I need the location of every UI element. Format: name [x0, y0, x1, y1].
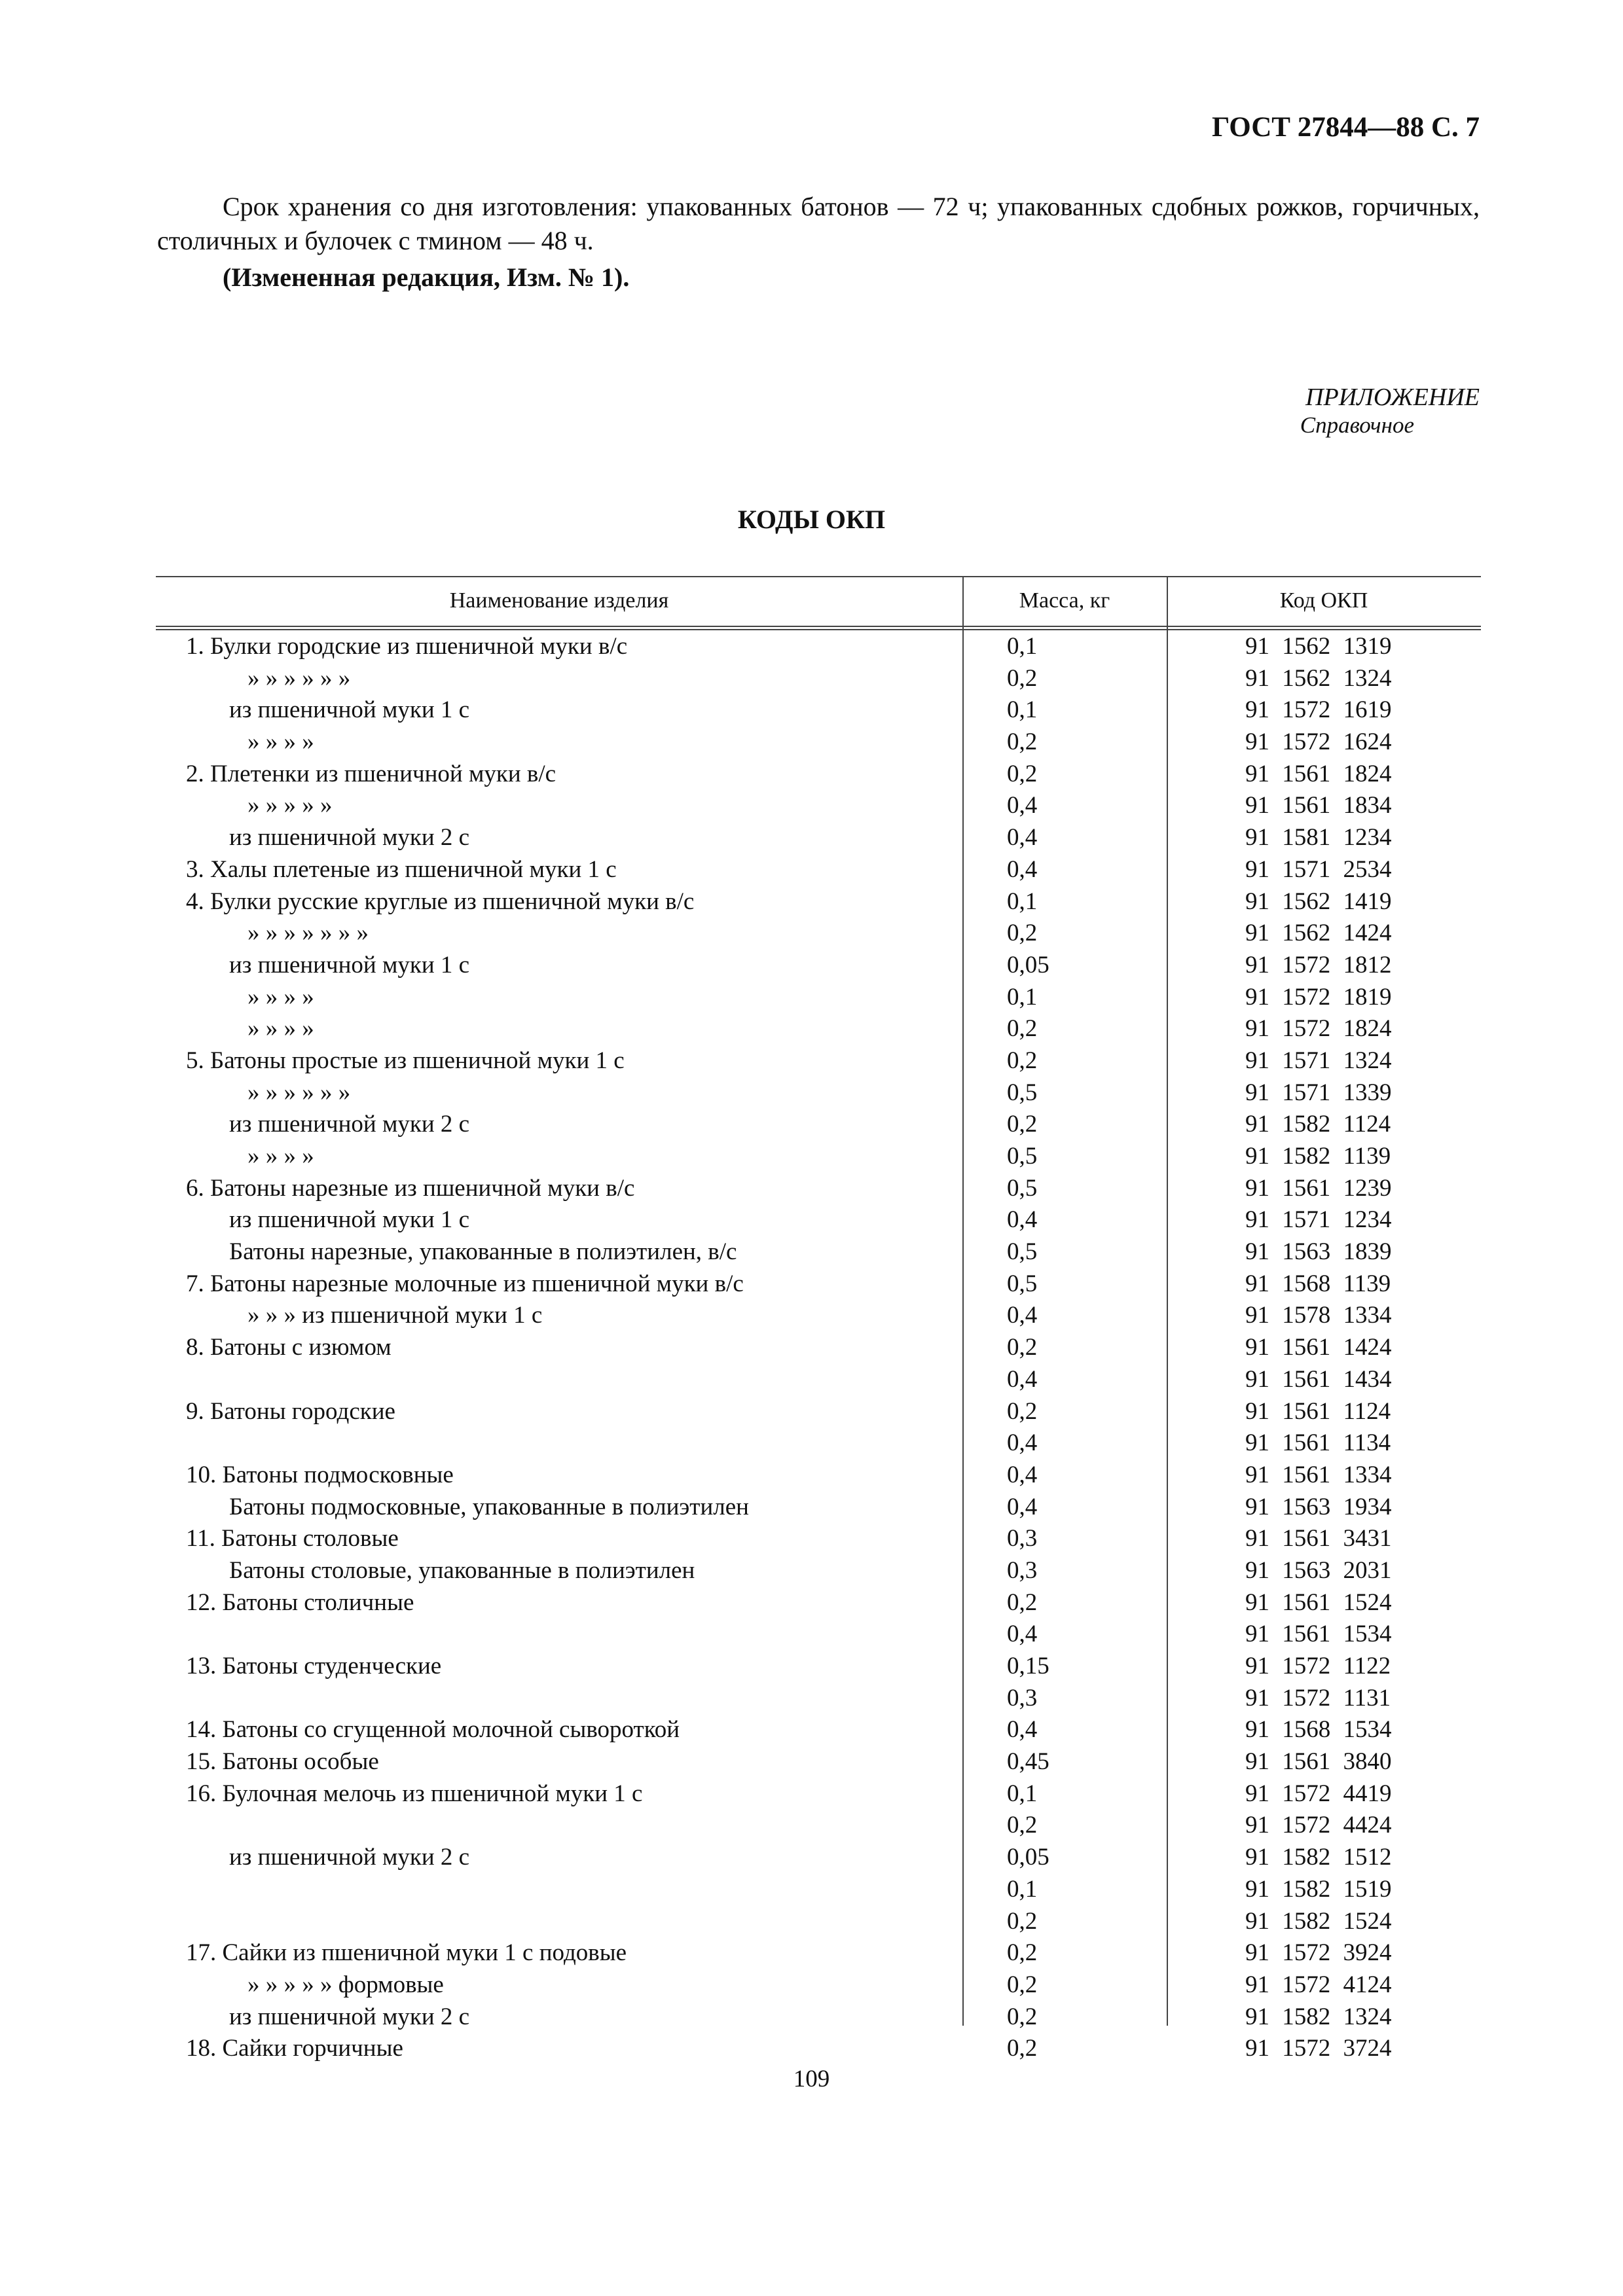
cell-mass: 0,2 — [1007, 1907, 1038, 1935]
table-row — [156, 1492, 1481, 1524]
cell-name: 2. Плетенки из пшеничной муки в/с — [186, 760, 556, 787]
cell-name: 13. Батоны студенческие — [186, 1653, 442, 1679]
table-row — [156, 1013, 1481, 1045]
cell-code: 91 1572 3924 — [1245, 1939, 1392, 1967]
cell-name: Батоны подмосковные, упакованные в полиэтилен — [229, 1493, 749, 1520]
cell-name: 10. Батоны подмосковные — [186, 1461, 454, 1488]
cell-code: 91 1561 3431 — [1245, 1525, 1392, 1552]
cell-mass: 0,3 — [1007, 1525, 1038, 1552]
table-row — [156, 1619, 1481, 1651]
cell-code: 91 1568 1534 — [1245, 1716, 1392, 1744]
cell-mass: 0,2 — [1007, 2003, 1038, 2030]
table-row — [156, 982, 1481, 1014]
cell-mass: 0,2 — [1007, 1047, 1038, 1074]
cell-name: из пшеничной муки 2 с — [229, 2003, 470, 2030]
cell-code: 91 1568 1139 — [1245, 1270, 1391, 1297]
cell-mass: 0,4 — [1007, 1493, 1038, 1520]
table-row — [156, 1842, 1481, 1874]
cell-name: » » » » — [247, 728, 314, 756]
table-row — [156, 1651, 1481, 1683]
cell-code: 91 1562 1324 — [1245, 664, 1392, 692]
cell-name: 16. Булочная мелочь из пшеничной муки 1 с — [186, 1780, 643, 1807]
table-row — [156, 1268, 1481, 1300]
table-row — [156, 1173, 1481, 1205]
cell-code: 91 1582 1124 — [1245, 1111, 1391, 1138]
cell-name: 1. Булки городские из пшеничной муки в/с — [186, 633, 628, 660]
cell-code: 91 1572 1122 — [1245, 1653, 1391, 1679]
cell-mass: 0,4 — [1007, 1302, 1038, 1329]
cell-mass: 0,2 — [1007, 2035, 1038, 2062]
cell-mass: 0,5 — [1007, 1270, 1038, 1297]
column-header-name: Наименование изделия — [449, 588, 669, 613]
cell-code: 91 1582 1519 — [1245, 1875, 1392, 1903]
cell-code: 91 1571 1339 — [1245, 1079, 1392, 1106]
cell-name: 5. Батоны простые из пшеничной муки 1 с — [186, 1047, 625, 1074]
cell-mass: 0,2 — [1007, 1334, 1038, 1361]
table-row — [156, 1396, 1481, 1428]
table-row — [156, 2033, 1481, 2065]
table-row — [156, 1204, 1481, 1236]
cell-mass: 0,4 — [1007, 1365, 1038, 1393]
cell-name: » » » » » » — [247, 664, 351, 692]
cell-name: » » » » — [247, 1143, 314, 1170]
cell-code: 91 1561 1524 — [1245, 1588, 1392, 1616]
cell-name: 14. Батоны со сгущенной молочной сывороткой — [186, 1716, 680, 1744]
cell-mass: 0,2 — [1007, 1939, 1038, 1967]
table-body — [156, 631, 1481, 2065]
column-header-code: Код ОКП — [1279, 588, 1368, 613]
cell-name: из пшеничной муки 2 с — [229, 1844, 470, 1871]
cell-mass: 0,5 — [1007, 1238, 1038, 1266]
cell-mass: 0,2 — [1007, 920, 1038, 947]
table-row — [156, 726, 1481, 759]
cell-code: 91 1572 3724 — [1245, 2035, 1392, 2062]
cell-code: 91 1563 2031 — [1245, 1556, 1392, 1584]
cell-mass: 0,4 — [1007, 824, 1038, 852]
table-row — [156, 1746, 1481, 1778]
cell-mass: 0,4 — [1007, 1621, 1038, 1648]
cell-mass: 0,1 — [1007, 633, 1038, 660]
cell-name: » » » » — [247, 983, 314, 1011]
table-row — [156, 1906, 1481, 1938]
cell-code: 91 1571 1324 — [1245, 1047, 1392, 1074]
table-row — [156, 1109, 1481, 1141]
cell-name: » » » » » формовые — [247, 1971, 444, 1998]
cell-code: 91 1561 1239 — [1245, 1174, 1392, 1202]
header-rule — [156, 626, 1481, 627]
appendix-label: ПРИЛОЖЕНИЕ — [1305, 384, 1480, 411]
cell-mass: 0,3 — [1007, 1684, 1038, 1712]
cell-name: 3. Халы плетеные из пшеничной муки 1 с — [186, 855, 617, 883]
cell-code: 91 1582 1324 — [1245, 2003, 1392, 2030]
cell-name: » » » » » — [247, 792, 333, 819]
cell-code: 91 1572 1812 — [1245, 951, 1392, 978]
table-row — [156, 822, 1481, 854]
cell-code: 91 1561 1134 — [1245, 1429, 1391, 1457]
table-row — [156, 1937, 1481, 1969]
cell-code: 91 1572 4419 — [1245, 1780, 1392, 1807]
cell-mass: 0,2 — [1007, 664, 1038, 692]
table-row — [156, 1236, 1481, 1268]
table-row — [156, 1523, 1481, 1555]
cell-mass: 0,1 — [1007, 696, 1038, 724]
table-row — [156, 1460, 1481, 1492]
cell-mass: 0,1 — [1007, 1875, 1038, 1903]
cell-mass: 0,4 — [1007, 1716, 1038, 1744]
page-header: ГОСТ 27844—88 С. 7 — [1211, 112, 1480, 143]
cell-mass: 0,2 — [1007, 1812, 1038, 1839]
cell-code: 91 1563 1839 — [1245, 1238, 1392, 1266]
cell-code: 91 1582 1512 — [1245, 1844, 1392, 1871]
cell-code: 91 1582 1139 — [1245, 1143, 1391, 1170]
cell-code: 91 1571 2534 — [1245, 855, 1392, 883]
table-row — [156, 950, 1481, 982]
cell-name: 12. Батоны столичные — [186, 1588, 414, 1616]
cell-mass: 0,3 — [1007, 1556, 1038, 1584]
cell-name: » » » » » » » — [247, 920, 369, 947]
cell-mass: 0,1 — [1007, 888, 1038, 915]
cell-mass: 0,4 — [1007, 855, 1038, 883]
cell-code: 91 1571 1234 — [1245, 1206, 1392, 1234]
table-row — [156, 1364, 1481, 1396]
okp-table — [156, 576, 1481, 2062]
header-rule-double — [156, 629, 1481, 630]
table-row — [156, 1555, 1481, 1587]
cell-name: 17. Сайки из пшеничной муки 1 с подовые — [186, 1939, 627, 1967]
cell-mass: 0,2 — [1007, 1111, 1038, 1138]
table-row — [156, 918, 1481, 950]
cell-mass: 0,2 — [1007, 1588, 1038, 1616]
cell-code: 91 1562 1424 — [1245, 920, 1392, 947]
cell-name: из пшеничной муки 1 с — [229, 951, 470, 978]
cell-mass: 0,2 — [1007, 1397, 1038, 1425]
cell-code: 91 1561 3840 — [1245, 1748, 1392, 1776]
cell-mass: 0,2 — [1007, 1971, 1038, 1998]
cell-code: 91 1561 1534 — [1245, 1621, 1392, 1648]
cell-mass: 0,4 — [1007, 1206, 1038, 1234]
page-number: 109 — [793, 2066, 830, 2092]
table-row — [156, 1077, 1481, 1109]
table-row — [156, 790, 1481, 822]
cell-mass: 0,45 — [1007, 1748, 1049, 1776]
cell-code: 91 1561 1334 — [1245, 1461, 1392, 1488]
cell-code: 91 1561 1124 — [1245, 1397, 1391, 1425]
table-row — [156, 1332, 1481, 1364]
cell-code: 91 1563 1934 — [1245, 1493, 1392, 1520]
appendix-sub: Справочное — [1300, 412, 1414, 438]
cell-code: 91 1562 1319 — [1245, 633, 1392, 660]
cell-name: 4. Булки русские круглые из пшеничной муки в/с — [186, 888, 695, 915]
cell-code: 91 1561 1834 — [1245, 792, 1392, 819]
cell-code: 91 1561 1824 — [1245, 760, 1392, 787]
cell-code: 91 1578 1334 — [1245, 1302, 1392, 1329]
table-row — [156, 1300, 1481, 1332]
cell-name: 6. Батоны нарезные из пшеничной муки в/с — [186, 1174, 635, 1202]
cell-name: Батоны нарезные, упакованные в полиэтилен, в/с — [229, 1238, 737, 1266]
cell-name: 18. Сайки горчичные — [186, 2035, 403, 2062]
cell-name: 7. Батоны нарезные молочные из пшеничной муки в/с — [186, 1270, 744, 1297]
cell-name: » » » » — [247, 1015, 314, 1043]
amendment-note: (Измененная редакция, Изм. № 1). — [223, 262, 630, 292]
cell-code: 91 1572 4124 — [1245, 1971, 1392, 1998]
cell-name: 15. Батоны особые — [186, 1748, 379, 1776]
table-row — [156, 1587, 1481, 1619]
table-row — [156, 854, 1481, 886]
cell-code: 91 1582 1524 — [1245, 1907, 1392, 1935]
cell-code: 91 1561 1434 — [1245, 1365, 1392, 1393]
cell-mass: 0,05 — [1007, 1844, 1049, 1871]
column-header-mass: Масса, кг — [1019, 588, 1110, 613]
table-row — [156, 694, 1481, 726]
cell-mass: 0,1 — [1007, 983, 1038, 1011]
cell-mass: 0,5 — [1007, 1079, 1038, 1106]
cell-name: 8. Батоны с изюмом — [186, 1334, 392, 1361]
cell-code: 91 1561 1424 — [1245, 1334, 1392, 1361]
cell-name: из пшеничной муки 1 с — [229, 1206, 470, 1234]
table-row — [156, 1810, 1481, 1842]
cell-mass: 0,2 — [1007, 1015, 1038, 1043]
cell-name: 9. Батоны городские — [186, 1397, 395, 1425]
cell-mass: 0,2 — [1007, 760, 1038, 787]
cell-code: 91 1572 1819 — [1245, 983, 1392, 1011]
cell-mass: 0,1 — [1007, 1780, 1038, 1807]
table-row — [156, 1141, 1481, 1173]
table-row — [156, 1683, 1481, 1715]
cell-name: из пшеничной муки 2 с — [229, 824, 470, 852]
cell-name: из пшеничной муки 1 с — [229, 696, 470, 724]
cell-code: 91 1562 1419 — [1245, 888, 1392, 915]
table-row — [156, 663, 1481, 695]
table-title: КОДЫ ОКП — [737, 505, 886, 534]
cell-code: 91 1572 1131 — [1245, 1684, 1391, 1712]
cell-code: 91 1572 1619 — [1245, 696, 1392, 724]
cell-code: 91 1572 1824 — [1245, 1015, 1392, 1043]
table-row — [156, 1714, 1481, 1746]
table-row — [156, 631, 1481, 663]
cell-name: » » » из пшеничной муки 1 с — [247, 1302, 543, 1329]
table-row — [156, 1874, 1481, 1906]
table-row — [156, 759, 1481, 791]
cell-name: из пшеничной муки 2 с — [229, 1111, 470, 1138]
storage-paragraph: Срок хранения со дня изготовления: упакованных батонов — 72 ч; упакованных сдобных рожков, горчичных, столичных и булочек с тмином — 48 ч. — [157, 192, 1480, 255]
cell-code: 91 1572 1624 — [1245, 728, 1392, 756]
cell-mass: 0,4 — [1007, 792, 1038, 819]
table-row — [156, 886, 1481, 918]
cell-mass: 0,5 — [1007, 1143, 1038, 1170]
cell-code: 91 1581 1234 — [1245, 824, 1392, 852]
cell-mass: 0,4 — [1007, 1461, 1038, 1488]
table-row — [156, 1969, 1481, 2001]
table-row — [156, 1427, 1481, 1460]
table-row — [156, 1778, 1481, 1810]
table-row — [156, 2001, 1481, 2034]
cell-code: 91 1572 4424 — [1245, 1812, 1392, 1839]
table-row — [156, 1045, 1481, 1077]
cell-name: 11. Батоны столовые — [186, 1525, 399, 1552]
cell-name: » » » » » » — [247, 1079, 351, 1106]
cell-mass: 0,15 — [1007, 1653, 1049, 1679]
cell-mass: 0,4 — [1007, 1429, 1038, 1457]
cell-mass: 0,05 — [1007, 951, 1049, 978]
cell-name: Батоны столовые, упакованные в полиэтилен — [229, 1556, 695, 1584]
cell-mass: 0,2 — [1007, 728, 1038, 756]
cell-mass: 0,5 — [1007, 1174, 1038, 1202]
